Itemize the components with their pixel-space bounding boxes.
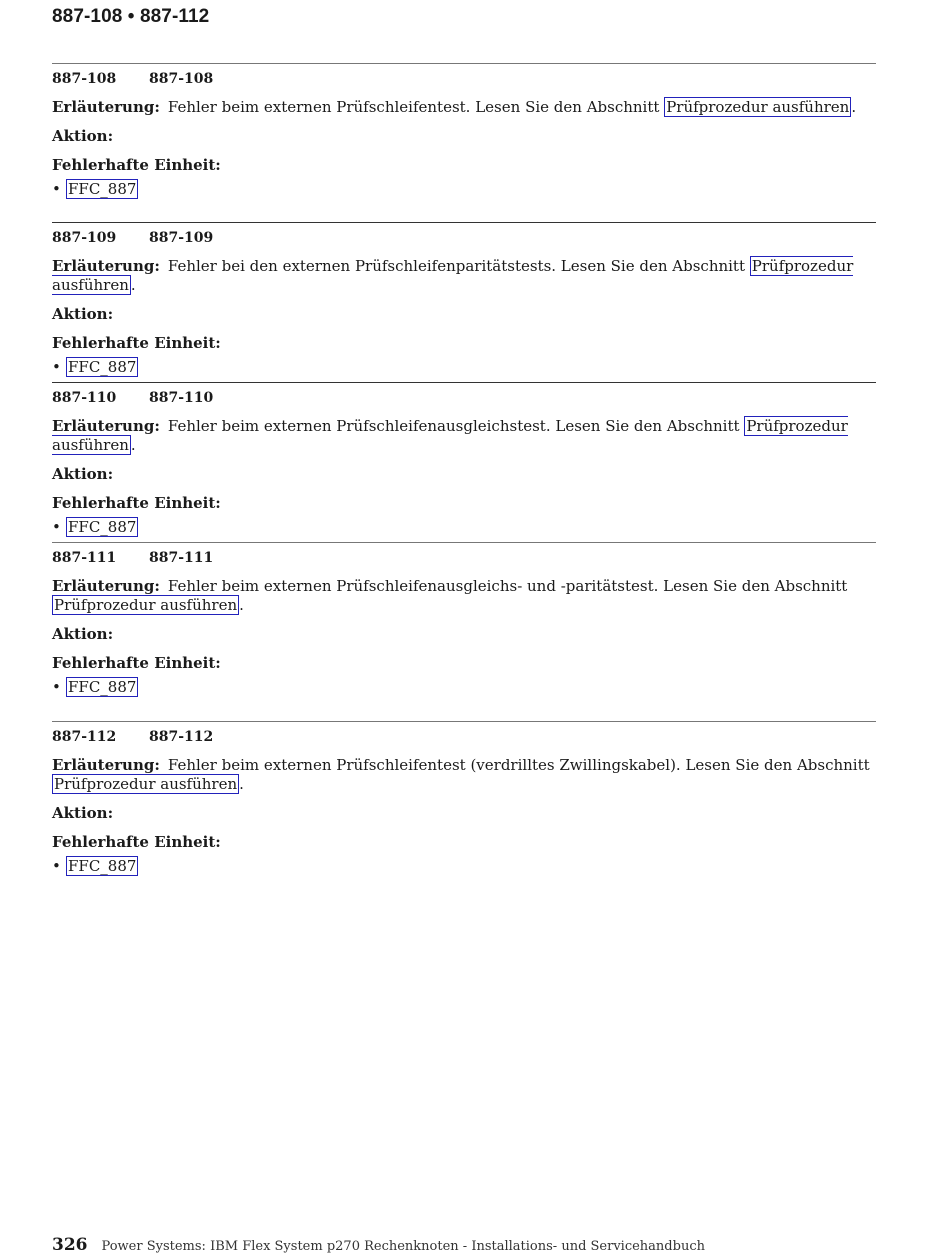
action-label: Aktion: — [52, 804, 114, 822]
explanation-text: Fehler beim externen Prüfschleifentest (verdrilltes Zwillingskabel). Lesen Sie den Abschnitt — [167, 756, 870, 774]
list-item — [52, 517, 876, 539]
error-code-secondary: 887-111 — [149, 550, 214, 566]
error-code-row — [52, 729, 876, 747]
error-code-row — [52, 230, 876, 248]
action-label: Aktion: — [52, 127, 114, 145]
explanation-end: . — [130, 436, 136, 454]
error-code-secondary: 887-109 — [149, 230, 214, 246]
explanation-label: Erläuterung: — [52, 756, 160, 774]
action-label: Aktion: — [52, 305, 114, 323]
error-code-secondary: 887-112 — [149, 729, 214, 745]
ffc-link[interactable]: FFC_887 — [68, 678, 137, 696]
divider — [52, 382, 876, 383]
explanation — [52, 756, 876, 794]
explanation-label: Erläuterung: — [52, 577, 160, 595]
bullet-icon: • — [52, 358, 61, 376]
faulty-unit-label: Fehlerhafte Einheit: — [52, 654, 221, 672]
error-entry-887-108 — [52, 63, 876, 201]
error-code: 887-108 — [52, 71, 117, 87]
error-code-row — [52, 71, 876, 89]
ffc-link[interactable]: FFC_887 — [68, 518, 137, 536]
ffc-link[interactable]: FFC_887 — [68, 180, 137, 198]
list-item — [52, 179, 876, 201]
action-label: Aktion: — [52, 465, 114, 483]
explanation — [52, 577, 876, 615]
procedure-link[interactable]: Prüfprozedur ausführen — [52, 417, 848, 454]
faulty-unit-label: Fehlerhafte Einheit: — [52, 833, 221, 851]
footer-text: Power Systems: IBM Flex System p270 Rechenknoten - Installations- und Servicehandbuch — [101, 1239, 705, 1254]
divider — [52, 542, 876, 543]
ffc-link[interactable]: FFC_887 — [68, 358, 137, 376]
error-entry-887-110 — [52, 382, 876, 539]
procedure-link[interactable]: Prüfprozedur ausführen — [666, 98, 850, 116]
error-entry-887-111 — [52, 542, 876, 699]
bullet-icon: • — [52, 857, 61, 875]
explanation-end: . — [239, 596, 244, 614]
explanation — [52, 257, 876, 295]
error-entry-887-112 — [52, 721, 876, 878]
error-code-secondary: 887-110 — [149, 390, 214, 406]
page-number: 326 — [52, 1235, 88, 1255]
explanation-text: Fehler bei den externen Prüfschleifenparitätstests. Lesen Sie den Abschnitt — [167, 257, 745, 275]
faulty-unit-label: Fehlerhafte Einheit: — [52, 156, 221, 174]
error-code-row — [52, 550, 876, 568]
bullet-icon: • — [52, 678, 61, 696]
error-code: 887-110 — [52, 390, 117, 406]
error-code: 887-111 — [52, 550, 117, 566]
action-label: Aktion: — [52, 625, 114, 643]
divider — [52, 721, 876, 722]
faulty-unit-label: Fehlerhafte Einheit: — [52, 334, 221, 352]
error-entry-887-109 — [52, 222, 876, 379]
divider — [52, 63, 876, 64]
explanation-text: Fehler beim externen Prüfschleifentest. Lesen Sie den Abschnitt — [167, 98, 660, 116]
bullet-icon: • — [52, 518, 61, 536]
explanation — [52, 417, 876, 455]
explanation — [52, 98, 876, 117]
list-item — [52, 357, 876, 379]
explanation-text: Fehler beim externen Prüfschleifenausgleichstest. Lesen Sie den Abschnitt — [167, 417, 740, 435]
explanation-label: Erläuterung: — [52, 417, 160, 435]
explanation-end: . — [130, 276, 136, 294]
error-code-secondary: 887-108 — [149, 71, 214, 87]
procedure-link[interactable]: Prüfprozedur ausführen — [54, 775, 238, 793]
page-footer — [52, 1235, 705, 1255]
procedure-link[interactable]: Prüfprozedur ausführen — [52, 257, 854, 294]
divider — [52, 222, 876, 223]
error-code-row — [52, 390, 876, 408]
bullet-icon: • — [52, 180, 61, 198]
explanation-label: Erläuterung: — [52, 98, 160, 116]
error-code: 887-112 — [52, 729, 117, 745]
list-item — [52, 677, 876, 699]
explanation-end: . — [851, 98, 857, 116]
explanation-end: . — [239, 775, 244, 793]
list-item — [52, 856, 876, 878]
faulty-unit-label: Fehlerhafte Einheit: — [52, 494, 221, 512]
error-code: 887-109 — [52, 230, 117, 246]
explanation-text: Fehler beim externen Prüfschleifenausgleichs- und -paritätstest. Lesen Sie den Abschnitt — [167, 577, 848, 595]
explanation-label: Erläuterung: — [52, 257, 160, 275]
ffc-link[interactable]: FFC_887 — [68, 857, 137, 875]
procedure-link[interactable]: Prüfprozedur ausführen — [54, 596, 238, 614]
page-header: 887-108 • 887-112 — [52, 6, 210, 27]
